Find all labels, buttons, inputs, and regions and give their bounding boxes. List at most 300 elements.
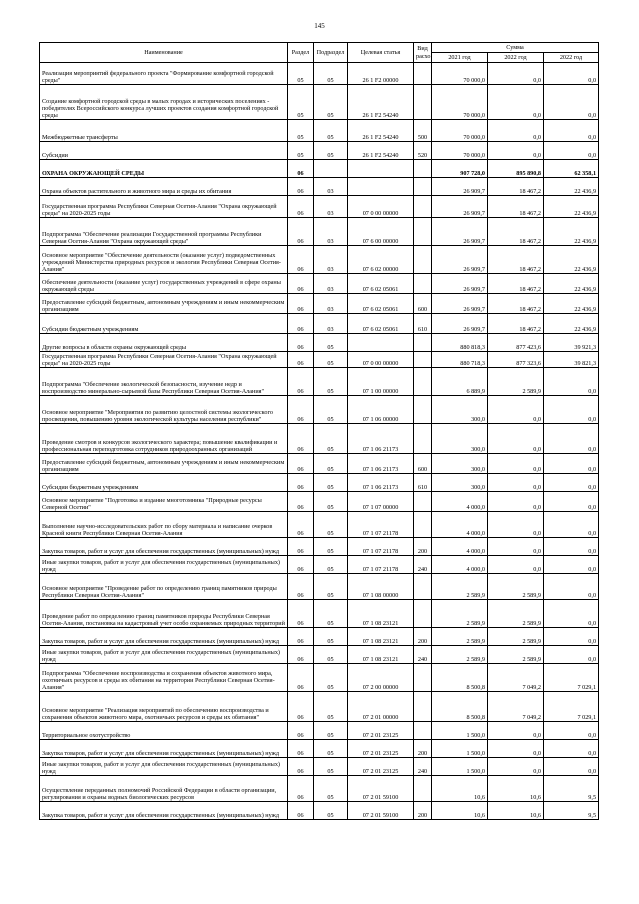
row-sum-2022-a: 18 467,2 [488, 178, 544, 196]
row-target-article: 07 2 01 59100 [348, 776, 414, 802]
row-razdel: 06 [288, 802, 314, 820]
row-sum-2021: 26 909,7 [432, 274, 488, 294]
row-name: Подпрограмма "Обеспечение экологической безопасности, изучение недр и воспроизводство минерально-сырьевой базы Республики Северная Осетия-Алания" [40, 368, 288, 396]
row-razdel: 06 [288, 664, 314, 692]
table-row [40, 246, 599, 274]
header-expense-type: Вид расхо [414, 43, 432, 63]
row-sum-2022-b: 0,0 [544, 120, 599, 142]
table-row [40, 196, 599, 218]
table-row [40, 142, 599, 160]
row-sum-2022-a: 0,0 [488, 142, 544, 160]
row-sum-2021: 2 589,9 [432, 574, 488, 600]
row-sum-2022-b: 0,0 [544, 538, 599, 556]
row-podrazdel: 05 [314, 512, 348, 538]
row-sum-2022-a: 0,0 [488, 740, 544, 758]
row-podrazdel: 05 [314, 740, 348, 758]
row-name: Закупка товаров, работ и услуг для обеспечения государственных (муниципальных) нужд [40, 802, 288, 820]
row-sum-2022-a: 2 589,9 [488, 600, 544, 628]
row-razdel: 06 [288, 646, 314, 664]
row-razdel: 06 [288, 512, 314, 538]
table-row [40, 352, 599, 368]
row-target-article: 07 0 00 00000 [348, 352, 414, 368]
row-razdel: 05 [288, 85, 314, 120]
row-podrazdel: 03 [314, 274, 348, 294]
row-razdel: 06 [288, 314, 314, 334]
row-name: Иные закупки товаров, работ и услуг для обеспечения государственных (муниципальных) нужд [40, 556, 288, 574]
row-sum-2021: 4 000,0 [432, 556, 488, 574]
row-name: Охрана объектов растительного и животного мира и среды их обитания [40, 178, 288, 196]
row-sum-2022-a: 877 423,6 [488, 334, 544, 352]
row-podrazdel: 05 [314, 474, 348, 492]
row-podrazdel: 05 [314, 692, 348, 722]
table-row [40, 424, 599, 454]
row-podrazdel: 05 [314, 722, 348, 740]
row-podrazdel: 05 [314, 352, 348, 368]
row-target-article: 07 1 08 00000 [348, 574, 414, 600]
row-sum-2022-b: 7 029,1 [544, 664, 599, 692]
row-razdel: 06 [288, 556, 314, 574]
header-year-2022-b: 2022 год [544, 53, 599, 63]
row-expense-type: 240 [414, 758, 432, 776]
row-sum-2021: 880 818,3 [432, 334, 488, 352]
row-sum-2022-a: 0,0 [488, 556, 544, 574]
row-sum-2022-b: 0,0 [544, 424, 599, 454]
row-sum-2021: 300,0 [432, 454, 488, 474]
row-expense-type: 520 [414, 142, 432, 160]
row-razdel: 06 [288, 368, 314, 396]
row-sum-2021: 26 909,7 [432, 218, 488, 246]
row-sum-2021: 880 718,3 [432, 352, 488, 368]
row-razdel: 06 [288, 454, 314, 474]
row-name: Выполнение научно-исследовательских работ по сбору материала и написание очерков Красной книги Республики Северная Осетия-Алания [40, 512, 288, 538]
row-sum-2021: 10,6 [432, 776, 488, 802]
row-expense-type [414, 160, 432, 178]
row-sum-2022-a: 10,6 [488, 776, 544, 802]
row-podrazdel: 05 [314, 120, 348, 142]
row-razdel: 05 [288, 120, 314, 142]
row-sum-2021: 70 000,0 [432, 120, 488, 142]
row-expense-type: 240 [414, 646, 432, 664]
header-sum: Сумма [432, 43, 599, 53]
row-podrazdel: 05 [314, 646, 348, 664]
header-year-2021: 2021 год [432, 53, 488, 63]
row-target-article: 07 2 01 23125 [348, 758, 414, 776]
row-target-article: 07 1 06 21173 [348, 454, 414, 474]
row-sum-2021: 70 000,0 [432, 142, 488, 160]
row-target-article: 07 1 07 00000 [348, 492, 414, 512]
row-sum-2022-b: 9,5 [544, 776, 599, 802]
header-razdel: Раздел [288, 43, 314, 63]
row-sum-2022-b: 22 436,9 [544, 294, 599, 314]
row-sum-2021: 300,0 [432, 474, 488, 492]
row-podrazdel: 05 [314, 492, 348, 512]
row-podrazdel: 05 [314, 556, 348, 574]
row-sum-2022-b: 62 358,1 [544, 160, 599, 178]
row-sum-2022-b: 0,0 [544, 628, 599, 646]
row-sum-2022-a: 877 323,6 [488, 352, 544, 368]
row-razdel: 06 [288, 722, 314, 740]
header-year-2022-a: 2022 год [488, 53, 544, 63]
row-target-article: 07 1 07 21178 [348, 512, 414, 538]
table-row [40, 740, 599, 758]
row-expense-type: 200 [414, 740, 432, 758]
row-expense-type [414, 722, 432, 740]
row-sum-2022-b: 0,0 [544, 722, 599, 740]
row-sum-2022-b: 0,0 [544, 574, 599, 600]
row-target-article: 07 1 06 21173 [348, 474, 414, 492]
row-expense-type [414, 424, 432, 454]
row-target-article: 07 1 06 21173 [348, 424, 414, 454]
row-razdel: 06 [288, 538, 314, 556]
row-sum-2021: 8 500,8 [432, 692, 488, 722]
row-target-article: 07 1 07 21178 [348, 538, 414, 556]
table-row [40, 776, 599, 802]
row-podrazdel: 05 [314, 600, 348, 628]
row-podrazdel: 05 [314, 574, 348, 600]
row-sum-2021: 10,6 [432, 802, 488, 820]
row-expense-type: 500 [414, 120, 432, 142]
row-sum-2022-b: 39 921,3 [544, 334, 599, 352]
row-podrazdel: 05 [314, 424, 348, 454]
row-target-article [348, 178, 414, 196]
row-sum-2022-a: 7 049,2 [488, 664, 544, 692]
row-target-article: 26 1 F2 54240 [348, 142, 414, 160]
row-name: Основное мероприятие "Подготовка и издание многотомника "Природные ресурсы Северной Осетии" [40, 492, 288, 512]
table-row [40, 454, 599, 474]
row-name: Основное мероприятие "Проведение работ по определению границ памятников природы Республики Северная Осетия-Алания" [40, 574, 288, 600]
row-target-article: 07 1 08 23121 [348, 628, 414, 646]
row-name: Проведение смотров и конкурсов экологического характера; повышение квалификации и профессиональная переподготовка сотрудников природоохранных организаций [40, 424, 288, 454]
row-sum-2022-b: 0,0 [544, 492, 599, 512]
table-row [40, 758, 599, 776]
row-target-article: 07 2 00 00000 [348, 664, 414, 692]
row-expense-type [414, 63, 432, 85]
row-name: Государственная программа Республики Северная Осетия-Алания "Охрана окружающей среды" на 2020-2025 годы [40, 352, 288, 368]
row-sum-2022-a: 7 049,2 [488, 692, 544, 722]
row-target-article: 07 2 01 23125 [348, 740, 414, 758]
row-sum-2021: 8 500,8 [432, 664, 488, 692]
row-sum-2022-b: 0,0 [544, 368, 599, 396]
row-expense-type [414, 218, 432, 246]
row-sum-2022-a: 0,0 [488, 396, 544, 424]
row-sum-2022-a: 18 467,2 [488, 294, 544, 314]
table-row [40, 160, 599, 178]
row-name: Обеспечение деятельности (оказание услуг) государственных учреждений в сфере охраны окружающей среды [40, 274, 288, 294]
row-target-article: 07 6 00 00000 [348, 218, 414, 246]
row-podrazdel: 05 [314, 454, 348, 474]
table-row [40, 274, 599, 294]
row-expense-type [414, 776, 432, 802]
row-expense-type [414, 512, 432, 538]
row-podrazdel: 03 [314, 178, 348, 196]
row-sum-2022-a: 0,0 [488, 85, 544, 120]
table-row [40, 120, 599, 142]
row-expense-type: 610 [414, 314, 432, 334]
row-expense-type: 200 [414, 628, 432, 646]
header-name: Наименование [40, 43, 288, 63]
table-row [40, 63, 599, 85]
row-razdel: 06 [288, 334, 314, 352]
row-sum-2022-a: 18 467,2 [488, 196, 544, 218]
row-sum-2022-b: 22 436,9 [544, 218, 599, 246]
row-sum-2021: 300,0 [432, 424, 488, 454]
row-sum-2022-a: 10,6 [488, 802, 544, 820]
row-name: Предоставление субсидий бюджетным, автономным учреждениям и иным некоммерческим организациям [40, 454, 288, 474]
row-razdel: 06 [288, 178, 314, 196]
row-name: Подпрограмма "Обеспечение воспроизводства и сохранения объектов животного мира, охотничьих ресурсов и среды их обитания на территории Республики Северная Осетия-Алания" [40, 664, 288, 692]
table-row [40, 294, 599, 314]
row-sum-2022-b: 0,0 [544, 63, 599, 85]
row-target-article: 07 1 07 21178 [348, 556, 414, 574]
row-podrazdel: 05 [314, 368, 348, 396]
row-podrazdel: 05 [314, 628, 348, 646]
row-name: Основное мероприятие "Обеспечение деятельности (оказание услуг) подведомственных учреждений Министерства природных ресурсов и экологии Республики Северная Осетия-Алания" [40, 246, 288, 274]
row-sum-2022-b: 0,0 [544, 740, 599, 758]
row-target-article: 07 6 02 05061 [348, 294, 414, 314]
row-sum-2021: 26 909,7 [432, 314, 488, 334]
row-sum-2022-b: 22 436,9 [544, 246, 599, 274]
row-sum-2022-a: 18 467,2 [488, 274, 544, 294]
row-podrazdel: 05 [314, 538, 348, 556]
row-target-article: 26 1 F2 00000 [348, 63, 414, 85]
table-row [40, 574, 599, 600]
row-name: Другие вопросы в области охраны окружающей среды [40, 334, 288, 352]
row-podrazdel [314, 160, 348, 178]
row-razdel: 06 [288, 776, 314, 802]
row-name: Субсидии [40, 142, 288, 160]
row-sum-2021: 26 909,7 [432, 294, 488, 314]
row-target-article: 07 1 08 23121 [348, 600, 414, 628]
row-target-article: 26 1 F2 54240 [348, 85, 414, 120]
table-header-row [40, 43, 599, 53]
row-sum-2022-b: 0,0 [544, 646, 599, 664]
row-sum-2022-a: 0,0 [488, 492, 544, 512]
row-name: Государственная программа Республики Северная Осетия-Алания "Охрана окружающей среды" на 2020-2025 годы [40, 196, 288, 218]
row-target-article: 07 2 01 59100 [348, 802, 414, 820]
row-sum-2022-b: 0,0 [544, 142, 599, 160]
row-sum-2022-b: 0,0 [544, 454, 599, 474]
row-podrazdel: 05 [314, 664, 348, 692]
row-sum-2021: 70 000,0 [432, 63, 488, 85]
row-name: Проведение работ по определению границ памятников природы Республики Северная Осетия-Алания, постановка на кадастровый учет особо охраняемых природных территорий [40, 600, 288, 628]
header-podrazdel: Подраздел [314, 43, 348, 63]
row-razdel: 06 [288, 574, 314, 600]
row-sum-2022-b: 7 029,1 [544, 692, 599, 722]
row-sum-2022-b: 0,0 [544, 474, 599, 492]
row-sum-2021: 1 500,0 [432, 740, 488, 758]
row-name: Закупка товаров, работ и услуг для обеспечения государственных (муниципальных) нужд [40, 628, 288, 646]
row-sum-2021: 2 589,9 [432, 600, 488, 628]
row-sum-2022-b: 0,0 [544, 512, 599, 538]
row-target-article: 07 2 01 00000 [348, 692, 414, 722]
row-expense-type [414, 85, 432, 120]
table-row [40, 556, 599, 574]
row-target-article: 07 6 02 05061 [348, 274, 414, 294]
row-razdel: 06 [288, 274, 314, 294]
row-expense-type [414, 692, 432, 722]
row-sum-2022-a: 2 589,9 [488, 368, 544, 396]
row-sum-2022-a: 0,0 [488, 538, 544, 556]
row-expense-type [414, 368, 432, 396]
table-row [40, 538, 599, 556]
table-row [40, 512, 599, 538]
row-target-article: 07 2 01 23125 [348, 722, 414, 740]
row-razdel: 06 [288, 628, 314, 646]
row-target-article: 07 6 02 05061 [348, 314, 414, 334]
row-sum-2022-a: 0,0 [488, 758, 544, 776]
row-sum-2022-a: 0,0 [488, 63, 544, 85]
row-podrazdel: 05 [314, 396, 348, 424]
row-razdel: 06 [288, 758, 314, 776]
table-row [40, 492, 599, 512]
row-name: Осуществление переданных полномочий Российской Федерации в области организации, регулирования и охраны водных биологических ресурсов [40, 776, 288, 802]
row-expense-type [414, 334, 432, 352]
row-razdel: 06 [288, 424, 314, 454]
row-razdel: 06 [288, 474, 314, 492]
row-sum-2022-b: 22 436,9 [544, 196, 599, 218]
row-target-article: 07 1 06 00000 [348, 396, 414, 424]
row-sum-2022-a: 18 467,2 [488, 246, 544, 274]
budget-table [39, 42, 599, 820]
row-sum-2021: 4 000,0 [432, 492, 488, 512]
row-sum-2021: 26 909,7 [432, 246, 488, 274]
row-expense-type: 200 [414, 802, 432, 820]
row-name: Создание комфортной городской среды в малых городах и исторических поселениях - победителях Всероссийского конкурса лучших проектов создания комфортной городской среды [40, 85, 288, 120]
row-sum-2022-a: 0,0 [488, 120, 544, 142]
row-podrazdel: 05 [314, 142, 348, 160]
row-razdel: 06 [288, 196, 314, 218]
table-row [40, 334, 599, 352]
row-podrazdel: 05 [314, 802, 348, 820]
row-target-article [348, 334, 414, 352]
row-expense-type: 200 [414, 538, 432, 556]
row-sum-2021: 4 000,0 [432, 538, 488, 556]
row-expense-type [414, 274, 432, 294]
row-sum-2022-a: 2 589,9 [488, 574, 544, 600]
row-expense-type: 610 [414, 474, 432, 492]
row-name: Основное мероприятие "Реализация мероприятий по обеспечению воспроизводства и сохранения объектов животного мира, охотничьих ресурсов и среды их обитания" [40, 692, 288, 722]
row-expense-type [414, 396, 432, 424]
row-name: Закупка товаров, работ и услуг для обеспечения государственных (муниципальных) нужд [40, 538, 288, 556]
row-sum-2021: 2 589,9 [432, 628, 488, 646]
row-expense-type [414, 196, 432, 218]
row-name: Подпрограмма "Обеспечение реализации Государственной программы Республики Северная Осетия-Алания "Охрана окружающей среды" [40, 218, 288, 246]
row-razdel: 06 [288, 160, 314, 178]
row-target-article: 07 0 00 00000 [348, 196, 414, 218]
row-razdel: 06 [288, 218, 314, 246]
row-sum-2021: 1 500,0 [432, 758, 488, 776]
table-row [40, 802, 599, 820]
row-sum-2021: 1 500,0 [432, 722, 488, 740]
row-sum-2021: 70 000,0 [432, 85, 488, 120]
row-razdel: 05 [288, 63, 314, 85]
row-expense-type: 240 [414, 556, 432, 574]
header-target-article: Целевая статья [348, 43, 414, 63]
row-razdel: 06 [288, 492, 314, 512]
row-razdel: 06 [288, 396, 314, 424]
row-expense-type: 600 [414, 454, 432, 474]
table-row [40, 692, 599, 722]
table-row [40, 628, 599, 646]
row-expense-type [414, 600, 432, 628]
page-number: 145 [314, 22, 325, 30]
row-razdel: 06 [288, 692, 314, 722]
row-name: Субсидии бюджетным учреждениям [40, 474, 288, 492]
row-sum-2021: 907 728,0 [432, 160, 488, 178]
row-sum-2021: 6 889,9 [432, 368, 488, 396]
row-podrazdel: 03 [314, 196, 348, 218]
row-podrazdel: 05 [314, 63, 348, 85]
row-sum-2021: 4 000,0 [432, 512, 488, 538]
row-name: Основное мероприятие "Мероприятия по развитию целостной системы экологического просвещения, повышению уровня экологической культуры населения республики" [40, 396, 288, 424]
row-sum-2022-a: 18 467,2 [488, 218, 544, 246]
table-row [40, 474, 599, 492]
table-row [40, 368, 599, 396]
row-expense-type [414, 352, 432, 368]
row-sum-2022-a: 0,0 [488, 722, 544, 740]
table-row [40, 646, 599, 664]
row-podrazdel: 05 [314, 85, 348, 120]
table-row [40, 314, 599, 334]
row-sum-2021: 2 589,9 [432, 646, 488, 664]
row-name: Предоставление субсидий бюджетным, автономным учреждениям и иным некоммерческим организациям [40, 294, 288, 314]
row-sum-2022-b: 0,0 [544, 396, 599, 424]
row-razdel: 06 [288, 294, 314, 314]
row-sum-2022-a: 18 467,2 [488, 314, 544, 334]
table-row [40, 85, 599, 120]
row-expense-type [414, 664, 432, 692]
row-sum-2022-a: 895 890,8 [488, 160, 544, 178]
row-sum-2022-b: 0,0 [544, 85, 599, 120]
row-podrazdel: 05 [314, 776, 348, 802]
row-razdel: 06 [288, 740, 314, 758]
row-expense-type [414, 178, 432, 196]
row-podrazdel: 05 [314, 758, 348, 776]
row-sum-2022-b: 0,0 [544, 600, 599, 628]
row-sum-2021: 26 909,7 [432, 178, 488, 196]
row-target-article: 26 1 F2 54240 [348, 120, 414, 142]
row-expense-type [414, 246, 432, 274]
row-target-article: 07 1 00 00000 [348, 368, 414, 396]
row-sum-2022-b: 22 436,9 [544, 274, 599, 294]
row-expense-type [414, 492, 432, 512]
row-razdel: 05 [288, 142, 314, 160]
row-sum-2022-b: 9,5 [544, 802, 599, 820]
row-name: Межбюджетные трансферты [40, 120, 288, 142]
row-podrazdel: 03 [314, 218, 348, 246]
row-name: Субсидии бюджетным учреждениям [40, 314, 288, 334]
row-sum-2022-b: 0,0 [544, 758, 599, 776]
row-target-article: 07 1 08 23121 [348, 646, 414, 664]
row-name: Территориальное охотустройство [40, 722, 288, 740]
row-expense-type: 600 [414, 294, 432, 314]
row-sum-2021: 26 909,7 [432, 196, 488, 218]
table-row [40, 600, 599, 628]
row-sum-2022-a: 0,0 [488, 454, 544, 474]
row-razdel: 06 [288, 246, 314, 274]
row-name: Иные закупки товаров, работ и услуг для обеспечения государственных (муниципальных) нужд [40, 646, 288, 664]
row-sum-2022-a: 0,0 [488, 424, 544, 454]
row-target-article: 07 6 02 00000 [348, 246, 414, 274]
row-razdel: 06 [288, 352, 314, 368]
row-sum-2022-b: 22 436,9 [544, 314, 599, 334]
table-row [40, 218, 599, 246]
row-sum-2022-b: 39 821,3 [544, 352, 599, 368]
row-sum-2022-b: 22 436,9 [544, 178, 599, 196]
row-expense-type [414, 574, 432, 600]
row-podrazdel: 03 [314, 246, 348, 274]
table-row [40, 664, 599, 692]
